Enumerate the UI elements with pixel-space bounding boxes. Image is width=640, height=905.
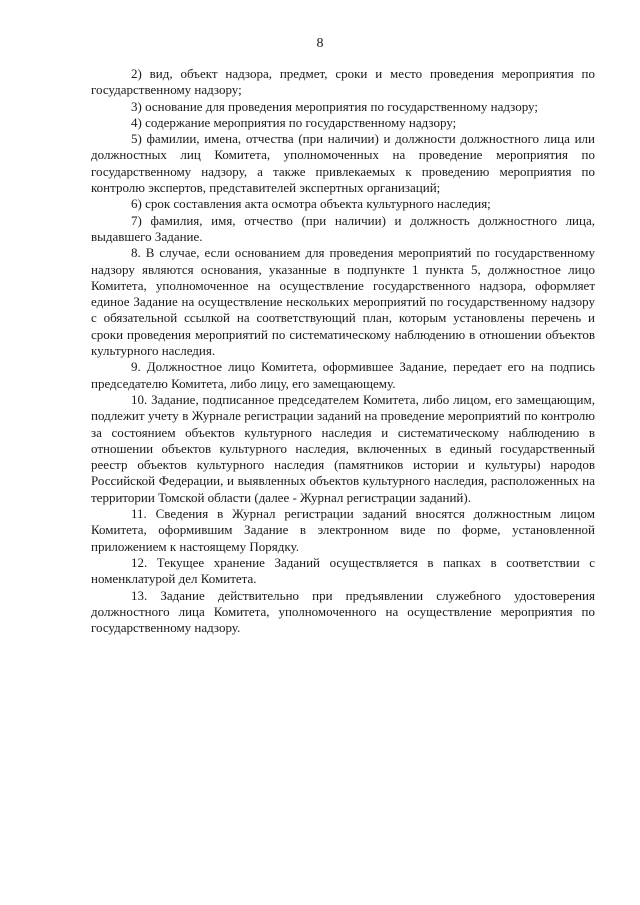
clause-8: 8. В случае, если основанием для проведения мероприятий по государственному надзору являются основания, указанные в подпункте 1 пункта 5, должностное лицо Комитета, уполномоченное на осуществление государственного надзора, оформляет единое Задание на осуществление нескольких мероприятий по государственному надзору с обязательной ссылкой на соответствующий план, которым установлены перечень и сроки проведения мероприятий по систематическому наблюдению в отношении объектов культурного наследия. — [91, 245, 595, 359]
clause-12: 12. Текущее хранение Заданий осуществляется в папках в соответствии с номенклатурой дел Комитета. — [91, 554, 595, 587]
list-item-3: 3) основание для проведения мероприятия по государственному надзору; — [131, 98, 538, 114]
list-item-7: 7) фамилия, имя, отчество (при наличии) и должность должностного лица, выдавшего Задание. — [91, 212, 595, 244]
clause-13: 13. Задание действительно при предъявлении служебного удостоверения должностного лица Комитета, уполномоченного на осуществление мероприятия по государственному надзору. — [91, 587, 595, 636]
list-item-2: 2) вид, объект надзора, предмет, сроки и место проведения мероприятия по государственному надзору; — [91, 66, 595, 98]
clause-9: 9. Должностное лицо Комитета, оформившее Задание, передает его на подпись председателю Комитета, либо лицу, его замещающему. — [91, 359, 595, 391]
list-item-5: 5) фамилии, имена, отчества (при наличии) и должности должностного лица или должностных лиц Комитета, уполномоченных на проведение мероприятия по государственному надзору, а также привлекаемых к проведению мероприятия по контролю экспертов, представителей экспертных организаций; — [91, 131, 595, 196]
document-body — [91, 66, 595, 636]
clause-10: 10. Задание, подписанное председателем Комитета, либо лицом, его замещающим, подлежит учету в Журнале регистрации заданий на проведение мероприятий по контролю за состоянием объектов культурного наследия и систематическому наблюдению в отношении объектов культурного наследия, включенных в единый государственный реестр объектов культурного наследия (памятников истории и культуры) народов Российской Федерации, и выявленных объектов культурного наследия, расположенных на территории Томской области (далее - Журнал регистрации заданий). — [91, 391, 595, 505]
list-item-6: 6) срок составления акта осмотра объекта культурного наследия; — [131, 196, 491, 212]
page-number: 8 — [316, 36, 324, 51]
list-item-4: 4) содержание мероприятия по государственному надзору; — [131, 114, 457, 130]
clause-11: 11. Сведения в Журнал регистрации заданий вносятся должностным лицом Комитета, оформившим Задание в электронном виде по форме, установленной приложением к настоящему Порядку. — [91, 506, 595, 554]
